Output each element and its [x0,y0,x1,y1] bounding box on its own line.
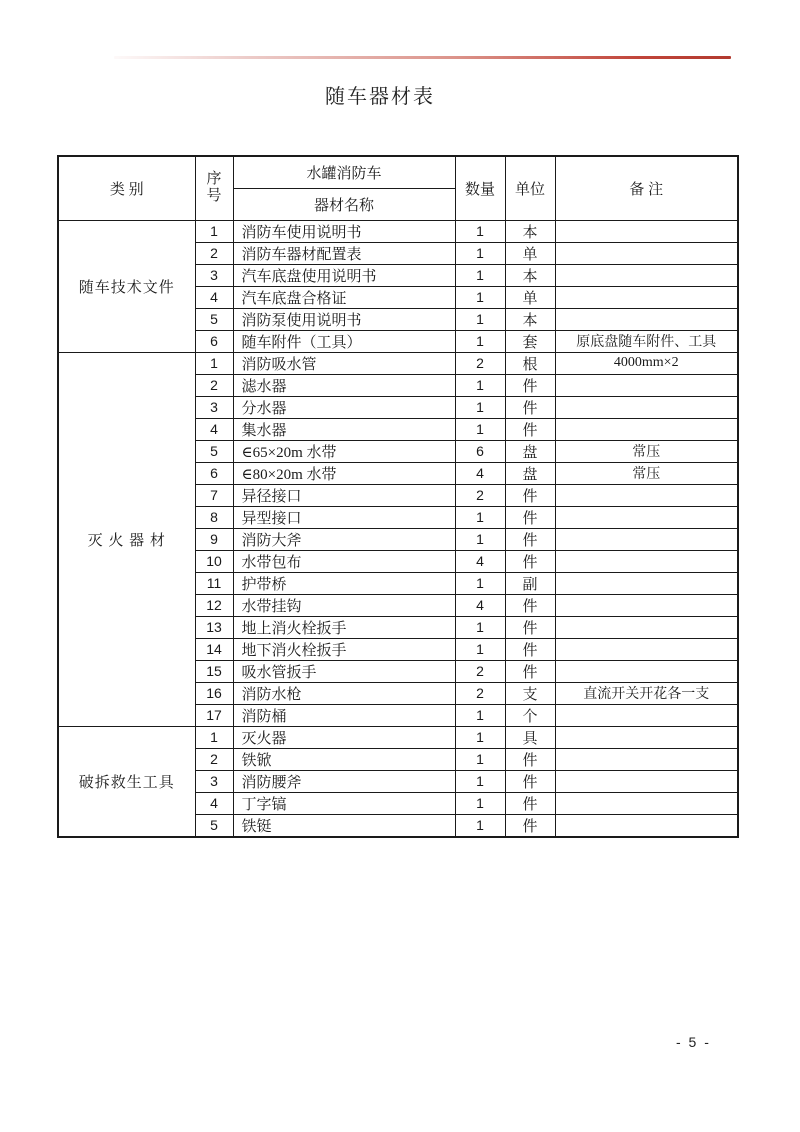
cell-unit: 本 [505,308,555,330]
cell-unit: 根 [505,352,555,374]
cell-serial: 5 [195,814,233,837]
cell-name: 集水器 [233,418,455,440]
cell-quantity: 2 [455,484,505,506]
cell-remark: 直流开关开花各一支 [555,682,738,704]
cell-quantity: 1 [455,242,505,264]
category-cell: 灭 火 器 材 [58,352,195,726]
cell-name: 灭火器 [233,726,455,748]
cell-serial: 2 [195,242,233,264]
cell-unit: 支 [505,682,555,704]
cell-unit: 副 [505,572,555,594]
cell-quantity: 1 [455,330,505,352]
cell-unit: 本 [505,220,555,242]
header-remark: 备 注 [555,156,738,220]
cell-unit: 件 [505,814,555,837]
cell-serial: 2 [195,748,233,770]
cell-quantity: 1 [455,418,505,440]
cell-name: 消防腰斧 [233,770,455,792]
cell-serial: 17 [195,704,233,726]
header-vehicle-type: 水罐消防车 [233,156,455,188]
cell-name: 异型接口 [233,506,455,528]
cell-remark: 4000mm×2 [555,352,738,374]
cell-serial: 1 [195,352,233,374]
cell-serial: 4 [195,286,233,308]
cell-unit: 套 [505,330,555,352]
cell-name: 汽车底盘合格证 [233,286,455,308]
cell-remark [555,220,738,242]
cell-quantity: 1 [455,814,505,837]
cell-quantity: 4 [455,594,505,616]
cell-serial: 5 [195,308,233,330]
category-cell: 破拆救生工具 [58,726,195,837]
cell-quantity: 1 [455,506,505,528]
cell-unit: 件 [505,770,555,792]
cell-unit: 件 [505,374,555,396]
cell-unit: 盘 [505,462,555,484]
header-unit: 单位 [505,156,555,220]
cell-remark: 常压 [555,440,738,462]
cell-serial: 7 [195,484,233,506]
cell-unit: 件 [505,594,555,616]
header-rule [114,56,731,59]
cell-quantity: 1 [455,220,505,242]
table-header [58,156,738,220]
page-number: - 5 - [676,1034,711,1050]
cell-remark [555,792,738,814]
cell-remark [555,264,738,286]
cell-name: 消防桶 [233,704,455,726]
cell-remark [555,374,738,396]
header-serial-line2: 号 [206,188,222,205]
cell-name: 地下消火栓扳手 [233,638,455,660]
header-quantity: 数量 [455,156,505,220]
cell-unit: 件 [505,528,555,550]
cell-serial: 9 [195,528,233,550]
header-serial-line1: 序 [206,171,222,187]
cell-serial: 13 [195,616,233,638]
cell-remark [555,572,738,594]
cell-remark: 常压 [555,462,738,484]
cell-serial: 6 [195,462,233,484]
cell-name: 水带挂钩 [233,594,455,616]
cell-unit: 具 [505,726,555,748]
cell-remark [555,704,738,726]
cell-remark [555,748,738,770]
cell-remark [555,616,738,638]
cell-serial: 2 [195,374,233,396]
cell-name: ∈80×20m 水带 [233,462,455,484]
header-serial [195,156,233,220]
header-equipment-name: 器材名称 [233,188,455,220]
cell-name: 铁铤 [233,814,455,837]
cell-quantity: 1 [455,704,505,726]
cell-unit: 单 [505,242,555,264]
table-row [58,726,738,748]
cell-name: 异径接口 [233,484,455,506]
page-title: 随车器材表 [325,86,435,108]
cell-serial: 6 [195,330,233,352]
cell-name: 消防泵使用说明书 [233,308,455,330]
cell-serial: 4 [195,792,233,814]
cell-quantity: 1 [455,528,505,550]
cell-name: 滤水器 [233,374,455,396]
header-row-top [58,156,738,188]
cell-quantity: 1 [455,264,505,286]
cell-quantity: 1 [455,286,505,308]
cell-serial: 3 [195,396,233,418]
cell-remark [555,814,738,837]
cell-unit: 件 [505,418,555,440]
cell-quantity: 1 [455,726,505,748]
cell-serial: 14 [195,638,233,660]
cell-unit: 件 [505,748,555,770]
cell-remark [555,550,738,572]
cell-quantity: 2 [455,682,505,704]
cell-name: 消防车器材配置表 [233,242,455,264]
cell-serial: 11 [195,572,233,594]
cell-serial: 3 [195,770,233,792]
cell-quantity: 1 [455,374,505,396]
cell-name: 消防车使用说明书 [233,220,455,242]
cell-name: ∈65×20m 水带 [233,440,455,462]
cell-serial: 1 [195,726,233,748]
cell-unit: 件 [505,506,555,528]
cell-unit: 件 [505,660,555,682]
cell-name: 丁字镐 [233,792,455,814]
cell-quantity: 1 [455,638,505,660]
cell-unit: 个 [505,704,555,726]
cell-serial: 10 [195,550,233,572]
header-category: 类 别 [58,156,195,220]
cell-quantity: 4 [455,462,505,484]
cell-quantity: 2 [455,352,505,374]
table-row [58,220,738,242]
cell-name: 汽车底盘使用说明书 [233,264,455,286]
cell-remark [555,418,738,440]
cell-remark [555,660,738,682]
cell-remark [555,286,738,308]
cell-remark [555,396,738,418]
cell-name: 分水器 [233,396,455,418]
cell-unit: 本 [505,264,555,286]
cell-quantity: 1 [455,770,505,792]
cell-remark [555,770,738,792]
cell-quantity: 1 [455,748,505,770]
cell-remark [555,594,738,616]
table-row [58,352,738,374]
cell-remark [555,242,738,264]
category-cell: 随车技术文件 [58,220,195,352]
cell-remark [555,726,738,748]
cell-name: 铁锨 [233,748,455,770]
cell-name: 消防吸水管 [233,352,455,374]
cell-name: 地上消火栓扳手 [233,616,455,638]
cell-unit: 件 [505,638,555,660]
cell-serial: 4 [195,418,233,440]
cell-name: 水带包布 [233,550,455,572]
cell-quantity: 1 [455,572,505,594]
cell-remark [555,528,738,550]
cell-name: 消防大斧 [233,528,455,550]
cell-unit: 件 [505,396,555,418]
cell-serial: 16 [195,682,233,704]
cell-serial: 12 [195,594,233,616]
cell-remark [555,484,738,506]
cell-remark: 原底盘随车附件、工具 [555,330,738,352]
cell-name: 消防水枪 [233,682,455,704]
cell-serial: 1 [195,220,233,242]
cell-remark [555,638,738,660]
cell-name: 随车附件（工具） [233,330,455,352]
equipment-table-container [57,155,739,838]
cell-quantity: 4 [455,550,505,572]
cell-serial: 8 [195,506,233,528]
cell-remark [555,308,738,330]
cell-unit: 盘 [505,440,555,462]
cell-quantity: 1 [455,396,505,418]
cell-quantity: 1 [455,308,505,330]
cell-quantity: 6 [455,440,505,462]
cell-serial: 15 [195,660,233,682]
cell-unit: 件 [505,484,555,506]
equipment-table [57,155,739,838]
cell-quantity: 2 [455,660,505,682]
cell-serial: 5 [195,440,233,462]
cell-name: 护带桥 [233,572,455,594]
cell-unit: 件 [505,616,555,638]
cell-unit: 单 [505,286,555,308]
cell-name: 吸水管扳手 [233,660,455,682]
cell-quantity: 1 [455,792,505,814]
equipment-table-body [58,220,738,837]
cell-unit: 件 [505,792,555,814]
cell-remark [555,506,738,528]
cell-unit: 件 [505,550,555,572]
cell-quantity: 1 [455,616,505,638]
cell-serial: 3 [195,264,233,286]
